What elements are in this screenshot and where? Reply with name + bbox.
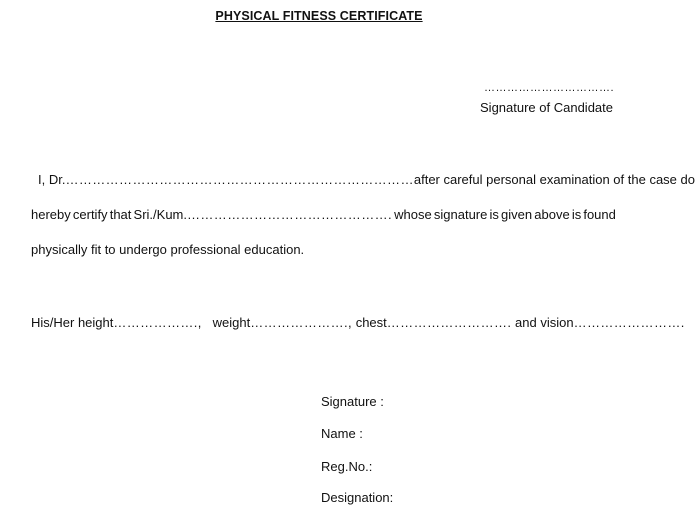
certificate-line-1	[31, 172, 695, 187]
word: above	[534, 207, 570, 222]
word: whose	[394, 207, 432, 222]
word: that	[109, 207, 132, 222]
doctor-name-blank: ……………………………………………………………………	[65, 172, 414, 187]
word: found	[583, 207, 616, 222]
doctor-signature-field: Signature :	[321, 394, 384, 409]
vision-blank: …………………….	[573, 315, 685, 330]
certificate-line-2	[31, 207, 616, 222]
candidate-name-field	[134, 207, 392, 222]
doctor-designation-field: Designation:	[321, 490, 394, 505]
chest-label: chest	[355, 315, 387, 330]
height-blank: ……………….,	[113, 315, 202, 330]
word: certify	[72, 207, 108, 222]
weight-blank: ………………….,	[250, 315, 353, 330]
doctor-name-field: Name :	[321, 426, 363, 441]
candidate-name-blank: ……………………………………….	[187, 207, 393, 222]
certificate-title: PHYSICAL FITNESS CERTIFICATE	[215, 9, 423, 23]
word: given	[501, 207, 533, 222]
doctor-prefix: I, Dr.	[38, 172, 66, 187]
weight-label: weight	[212, 315, 251, 330]
word: is	[489, 207, 499, 222]
examination-text: after careful personal examination of the case do	[413, 172, 695, 187]
height-label: His/Her height	[31, 315, 114, 330]
certificate-line-3: physically fit to undergo professional education.	[31, 242, 305, 257]
word: is	[571, 207, 582, 222]
doctor-reg-no-field: Reg.No.:	[321, 459, 373, 474]
candidate-signature-line: …………………………….	[483, 82, 614, 94]
vision-label: and vision	[515, 315, 574, 330]
candidate-prefix: Sri./Kum.	[133, 207, 187, 222]
word: signature	[433, 207, 488, 222]
measurements-line	[31, 315, 685, 330]
word: hereby	[31, 207, 71, 222]
chest-blank: ……………………….	[386, 315, 512, 330]
candidate-signature-label: Signature of Candidate	[480, 100, 613, 115]
